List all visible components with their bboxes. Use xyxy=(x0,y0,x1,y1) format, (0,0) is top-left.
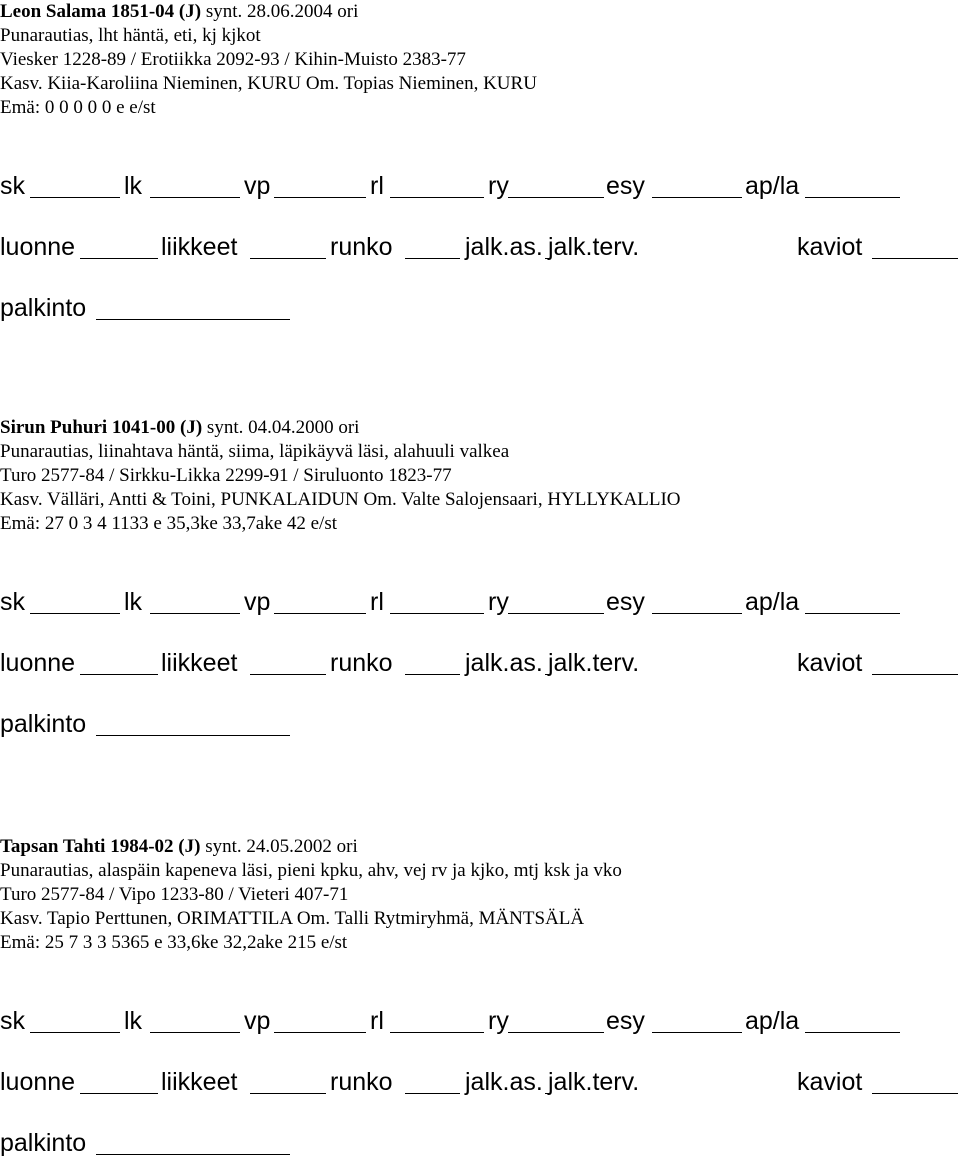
field-label-palkinto: palkinto xyxy=(0,1129,87,1157)
fill-in-blank[interactable] xyxy=(390,613,484,614)
field-label-ap-la: ap/la xyxy=(745,588,800,616)
field-label-vp: vp xyxy=(244,588,271,616)
fill-in-blank[interactable] xyxy=(96,1154,290,1155)
fill-in-blank[interactable] xyxy=(274,197,366,198)
fill-in-blank[interactable] xyxy=(96,319,290,320)
fill-in-blank[interactable] xyxy=(652,1032,742,1033)
field-label-luonne: luonne xyxy=(0,233,76,261)
fill-in-blank[interactable] xyxy=(652,197,742,198)
fill-in-blank[interactable] xyxy=(872,674,958,675)
field-label-sk: sk xyxy=(0,172,25,200)
fill-in-blank[interactable] xyxy=(508,613,604,614)
fill-in-blank[interactable] xyxy=(405,258,460,259)
fill-in-blank[interactable] xyxy=(150,1032,240,1033)
field-label-kaviot: kaviot xyxy=(797,649,863,677)
field-label-palkinto: palkinto xyxy=(0,710,87,738)
evaluation-row xyxy=(0,708,960,740)
fill-in-blank[interactable] xyxy=(80,258,158,259)
fill-in-blank[interactable] xyxy=(390,1032,484,1033)
evaluation-row xyxy=(0,292,960,324)
field-label-jalk-terv: jalk.terv. xyxy=(548,1068,640,1096)
fill-in-blank[interactable] xyxy=(80,1093,158,1094)
field-label-runko: runko xyxy=(330,1068,393,1096)
fill-in-blank[interactable] xyxy=(405,674,460,675)
fill-in-blank[interactable] xyxy=(250,1093,326,1094)
horse-description: Punarautias, liinahtava häntä, siima, läpikäyvä läsi, alahuuli valkea xyxy=(0,441,510,462)
horse-name: Tapsan Tahti 1984-02 (J) xyxy=(0,836,201,857)
entry-heading xyxy=(0,835,960,859)
birth-info: synt. 24.05.2002 ori xyxy=(205,836,358,857)
pedigree-line: Turo 2577-84 / Sirkku-Likka 2299-91 / Siruluonto 1823-77 xyxy=(0,465,452,486)
horse-name: Sirun Puhuri 1041-00 (J) xyxy=(0,417,203,438)
fill-in-blank[interactable] xyxy=(508,1032,604,1033)
evaluation-row xyxy=(0,1005,960,1037)
horse-name: Leon Salama 1851-04 (J) xyxy=(0,1,202,22)
field-label-jalk-terv: jalk.terv. xyxy=(548,233,640,261)
horse-description: Punarautias, alaspäin kapeneva läsi, pieni kpku, ahv, vej rv ja kjko, mtj ksk ja vko xyxy=(0,860,622,881)
fill-in-blank[interactable] xyxy=(805,613,900,614)
field-label-jalk-as: jalk.as. xyxy=(465,649,543,677)
field-label-runko: runko xyxy=(330,233,393,261)
fill-in-blank[interactable] xyxy=(30,1032,120,1033)
fill-in-blank[interactable] xyxy=(805,197,900,198)
field-label-ry: ry xyxy=(488,588,509,616)
birth-info: synt. 04.04.2000 ori xyxy=(206,417,360,438)
field-label-rl: rl xyxy=(370,588,384,616)
birth-info: synt. 28.06.2004 ori xyxy=(205,1,359,22)
fill-in-blank[interactable] xyxy=(805,1032,900,1033)
field-label-liikkeet: liikkeet xyxy=(161,649,238,677)
field-label-liikkeet: liikkeet xyxy=(161,1068,238,1096)
field-label-vp: vp xyxy=(244,1007,271,1035)
fill-in-blank[interactable] xyxy=(390,197,484,198)
field-label-liikkeet: liikkeet xyxy=(161,233,238,261)
field-label-vp: vp xyxy=(244,172,271,200)
fill-in-blank[interactable] xyxy=(250,258,326,259)
fill-in-blank[interactable] xyxy=(250,674,326,675)
fill-in-blank[interactable] xyxy=(872,1093,958,1094)
fill-in-blank[interactable] xyxy=(872,258,958,259)
breeder-owner-line: Kasv. Välläri, Antti & Toini, PUNKALAIDUN Om. Valte Salojensaari, HYLLYKALLIO xyxy=(0,489,681,510)
evaluation-row xyxy=(0,586,960,618)
breeder-owner-line: Kasv. Tapio Perttunen, ORIMATTILA Om. Talli Rytmiryhmä, MÄNTSÄLÄ xyxy=(0,908,585,929)
fill-in-blank[interactable] xyxy=(96,735,290,736)
fill-in-blank[interactable] xyxy=(30,197,120,198)
field-label-esy: esy xyxy=(606,172,645,200)
field-label-rl: rl xyxy=(370,172,384,200)
fill-in-blank[interactable] xyxy=(545,258,549,259)
field-label-ry: ry xyxy=(488,1007,509,1035)
field-label-kaviot: kaviot xyxy=(797,1068,863,1096)
horse-description: Punarautias, lht häntä, eti, kj kjkot xyxy=(0,25,261,46)
field-label-lk: lk xyxy=(124,1007,143,1035)
evaluation-row xyxy=(0,231,960,263)
field-label-runko: runko xyxy=(330,649,393,677)
field-label-jalk-as: jalk.as. xyxy=(465,233,543,261)
fill-in-blank[interactable] xyxy=(405,1093,460,1094)
horse-entry xyxy=(0,0,960,322)
field-label-rl: rl xyxy=(370,1007,384,1035)
entry-heading xyxy=(0,0,960,24)
dam-record-line: Emä: 27 0 3 4 1133 e 35,3ke 33,7ake 42 e/st xyxy=(0,513,338,534)
field-label-ap-la: ap/la xyxy=(745,172,800,200)
field-label-lk: lk xyxy=(124,172,143,200)
field-label-lk: lk xyxy=(124,588,143,616)
evaluation-row xyxy=(0,1127,960,1159)
field-label-ap-la: ap/la xyxy=(745,1007,800,1035)
horse-entry xyxy=(0,835,960,1157)
fill-in-blank[interactable] xyxy=(652,613,742,614)
evaluation-row xyxy=(0,1066,960,1098)
fill-in-blank[interactable] xyxy=(274,1032,366,1033)
fill-in-blank[interactable] xyxy=(80,674,158,675)
entry-heading xyxy=(0,416,960,440)
field-label-luonne: luonne xyxy=(0,649,76,677)
field-label-sk: sk xyxy=(0,588,25,616)
pedigree-line: Viesker 1228-89 / Erotiikka 2092-93 / Kihin-Muisto 2383-77 xyxy=(0,49,466,70)
evaluation-row xyxy=(0,170,960,202)
field-label-kaviot: kaviot xyxy=(797,233,863,261)
dam-record-line: Emä: 0 0 0 0 0 e e/st xyxy=(0,97,156,118)
field-label-jalk-terv: jalk.terv. xyxy=(548,649,640,677)
fill-in-blank[interactable] xyxy=(274,613,366,614)
fill-in-blank[interactable] xyxy=(545,674,549,675)
fill-in-blank[interactable] xyxy=(30,613,120,614)
field-label-sk: sk xyxy=(0,1007,25,1035)
horse-entry xyxy=(0,416,960,738)
pedigree-line: Turo 2577-84 / Vipo 1233-80 / Vieteri 407-71 xyxy=(0,884,349,905)
fill-in-blank[interactable] xyxy=(508,197,604,198)
evaluation-row xyxy=(0,647,960,679)
field-label-palkinto: palkinto xyxy=(0,294,87,322)
field-label-luonne: luonne xyxy=(0,1068,76,1096)
fill-in-blank[interactable] xyxy=(150,197,240,198)
breeder-owner-line: Kasv. Kiia-Karoliina Nieminen, KURU Om. Topias Nieminen, KURU xyxy=(0,73,537,94)
field-label-esy: esy xyxy=(606,588,645,616)
fill-in-blank[interactable] xyxy=(545,1093,549,1094)
dam-record-line: Emä: 25 7 3 3 5365 e 33,6ke 32,2ake 215 e/st xyxy=(0,932,348,953)
field-label-ry: ry xyxy=(488,172,509,200)
field-label-esy: esy xyxy=(606,1007,645,1035)
field-label-jalk-as: jalk.as. xyxy=(465,1068,543,1096)
fill-in-blank[interactable] xyxy=(150,613,240,614)
